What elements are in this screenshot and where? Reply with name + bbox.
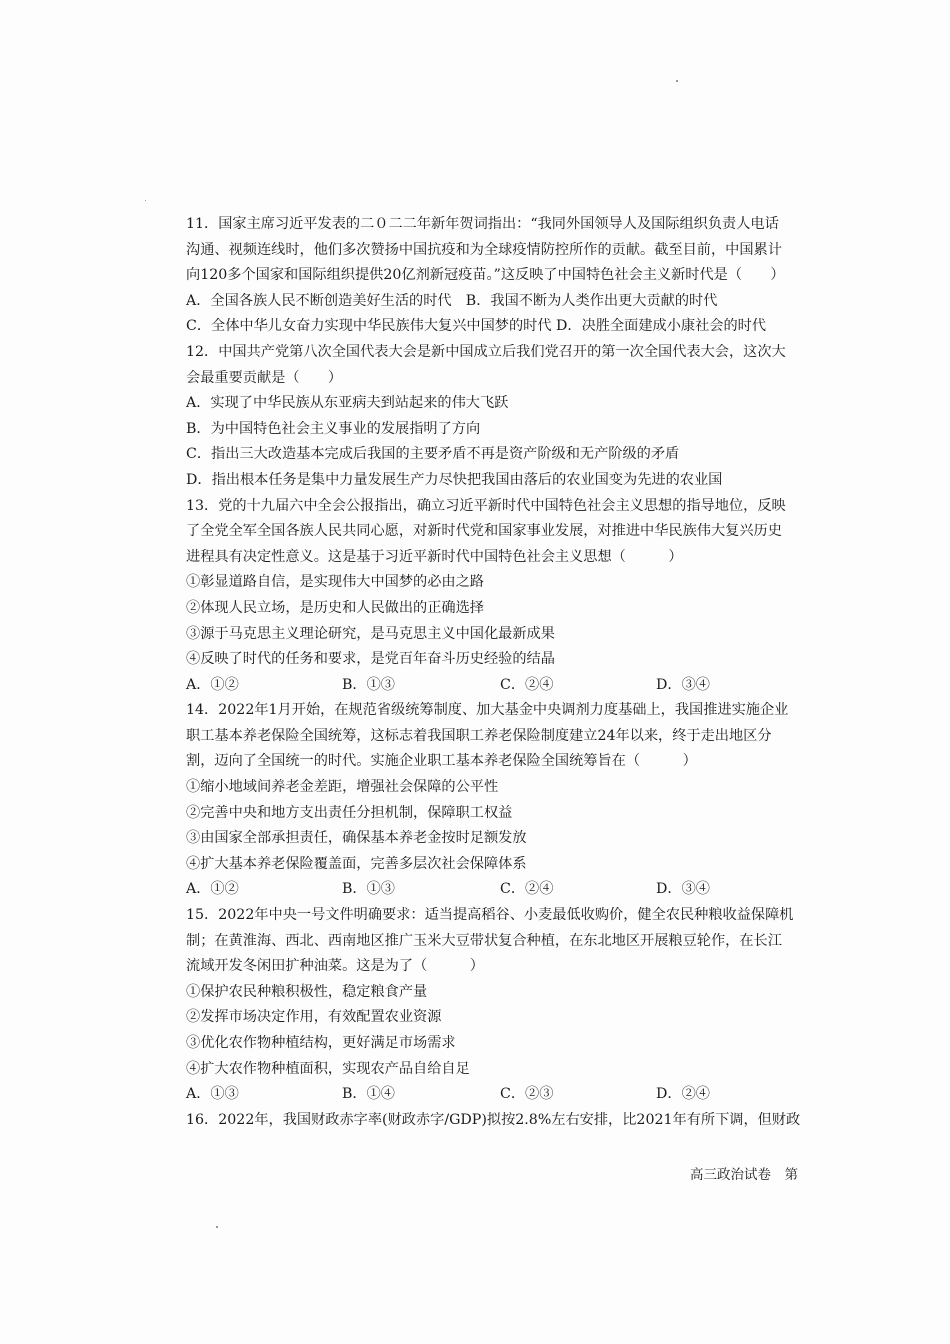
question-line: 12．中国共产党第八次全国代表大会是新中国成立后我们党召开的第一次全国代表大会，这次大 bbox=[186, 343, 786, 360]
question-line: ③由国家全部承担责任，确保基本养老金按时足额发放 bbox=[186, 830, 527, 847]
page-footer: 高三政治试卷 第 bbox=[690, 1167, 798, 1183]
scan-speck bbox=[676, 80, 678, 82]
question-line: C．全体中华儿女奋力实现中华民族伟大复兴中国梦的时代 D．决胜全面建成小康社会的时代 bbox=[186, 318, 767, 335]
scan-speck bbox=[145, 200, 146, 201]
answer-option: D．②④ bbox=[656, 1086, 710, 1103]
question-line: 14．2022年1月开始，在规范省级统筹制度、加大基金中央调剂力度基础上，我国推进实施企业 bbox=[186, 702, 789, 719]
question-line: C．指出三大改造基本完成后我国的主要矛盾不再是资产阶级和无产阶级的矛盾 bbox=[186, 446, 680, 463]
question-line: 进程具有决定性意义。这是基于习近平新时代中国特色社会主义思想（ ） bbox=[186, 548, 683, 565]
question-line: 沟通、视频连线时，他们多次赞扬中国抗疫和为全球疫情防控所作的贡献。截至目前，中国累计 bbox=[186, 241, 782, 258]
scan-speck bbox=[216, 1226, 218, 1228]
question-line: A．全国各族人民不断创造美好生活的时代 B．我国不断为人类作出更大贡献的时代 bbox=[186, 292, 718, 309]
question-line: 职工基本养老保险全国统筹，这标志着我国职工养老保险制度建立24年以来，终于走出地区分 bbox=[186, 727, 772, 744]
question-line: 16．2022年，我国财政赤字率(财政赤字/GDP)拟按2.8%左右安排，比2021年有所下调，但财政 bbox=[186, 1111, 801, 1128]
question-line: ④扩大基本养老保险覆盖面，完善多层次社会保障体系 bbox=[186, 855, 527, 872]
answer-options bbox=[186, 877, 854, 903]
question-line: ②发挥市场决定作用，有效配置农业资源 bbox=[186, 1009, 442, 1026]
answer-option: B．①③ bbox=[342, 881, 395, 898]
question-line: ①彰显道路自信，是实现伟大中国梦的必由之路 bbox=[186, 574, 484, 591]
question-line: ③源于马克思主义理论研究，是马克思主义中国化最新成果 bbox=[186, 625, 555, 642]
answer-option: B．①③ bbox=[342, 676, 395, 693]
question-block bbox=[186, 212, 854, 340]
question-list bbox=[186, 212, 854, 1133]
question-line: 会最重要贡献是（ ） bbox=[186, 369, 343, 386]
question-block bbox=[186, 494, 854, 699]
answer-option: B．①④ bbox=[342, 1086, 395, 1103]
question-block bbox=[186, 340, 854, 494]
answer-option: C．②③ bbox=[500, 1086, 554, 1103]
question-block bbox=[186, 698, 854, 903]
question-line: 13．党的十九届六中全会公报指出，确立习近平新时代中国特色社会主义思想的指导地位，反映 bbox=[186, 497, 786, 514]
question-line: ②体现人民立场，是历史和人民做出的正确选择 bbox=[186, 599, 484, 616]
answer-option: D．③④ bbox=[656, 676, 710, 693]
question-line: ④反映了时代的任务和要求，是党百年奋斗历史经验的结晶 bbox=[186, 651, 555, 668]
question-line: D．指出根本任务是集中力量发展生产力尽快把我国由落后的农业国变为先进的农业国 bbox=[186, 471, 723, 488]
question-line: 11．国家主席习近平发表的二０二二年新年贺词指出：“我同外国领导人及国际组织负责人电话 bbox=[186, 216, 779, 232]
question-line: 了全党全军全国各族人民共同心愿，对新时代党和国家事业发展，对推进中华民族伟大复兴历史 bbox=[186, 523, 782, 540]
question-line: 向120多个国家和国际组织提供20亿剂新冠疫苗。”这反映了中国特色社会主义新时代是（ ） bbox=[186, 267, 785, 284]
answer-option: C．②④ bbox=[500, 881, 554, 898]
question-block bbox=[186, 903, 854, 1108]
answer-option: C．②④ bbox=[500, 676, 554, 693]
question-line: ①缩小地域间养老金差距，增强社会保障的公平性 bbox=[186, 779, 499, 796]
question-line: 流域开发冬闲田扩种油菜。这是为了（ ） bbox=[186, 958, 484, 975]
answer-option: A．①② bbox=[186, 881, 239, 898]
question-line: ④扩大农作物种植面积，实现农产品自给自足 bbox=[186, 1060, 470, 1077]
question-line: B．为中国特色社会主义事业的发展指明了方向 bbox=[186, 420, 481, 437]
question-line: ②完善中央和地方支出责任分担机制，保障职工权益 bbox=[186, 804, 513, 821]
answer-options bbox=[186, 673, 854, 699]
answer-option: A．①③ bbox=[186, 1086, 239, 1103]
question-block bbox=[186, 1108, 854, 1134]
answer-option: D．③④ bbox=[656, 881, 710, 898]
answer-options bbox=[186, 1082, 854, 1108]
question-line: ①保护农民种粮积极性，稳定粮食产量 bbox=[186, 983, 428, 1000]
question-line: 制；在黄淮海、西北、西南地区推广玉米大豆带状复合种植，在东北地区开展粮豆轮作，在长江 bbox=[186, 932, 782, 949]
answer-option: A．①② bbox=[186, 676, 239, 693]
question-line: 割，迈向了全国统一的时代。实施企业职工基本养老保险全国统筹旨在（ ） bbox=[186, 753, 697, 770]
question-line: ③优化农作物种植结构，更好满足市场需求 bbox=[186, 1035, 456, 1051]
question-line: 15．2022年中央一号文件明确要求：适当提高稻谷、小麦最低收购价，健全农民种粮收益保障机 bbox=[186, 907, 794, 924]
question-line: A．实现了中华民族从东亚病夫到站起来的伟大飞跃 bbox=[186, 395, 509, 412]
